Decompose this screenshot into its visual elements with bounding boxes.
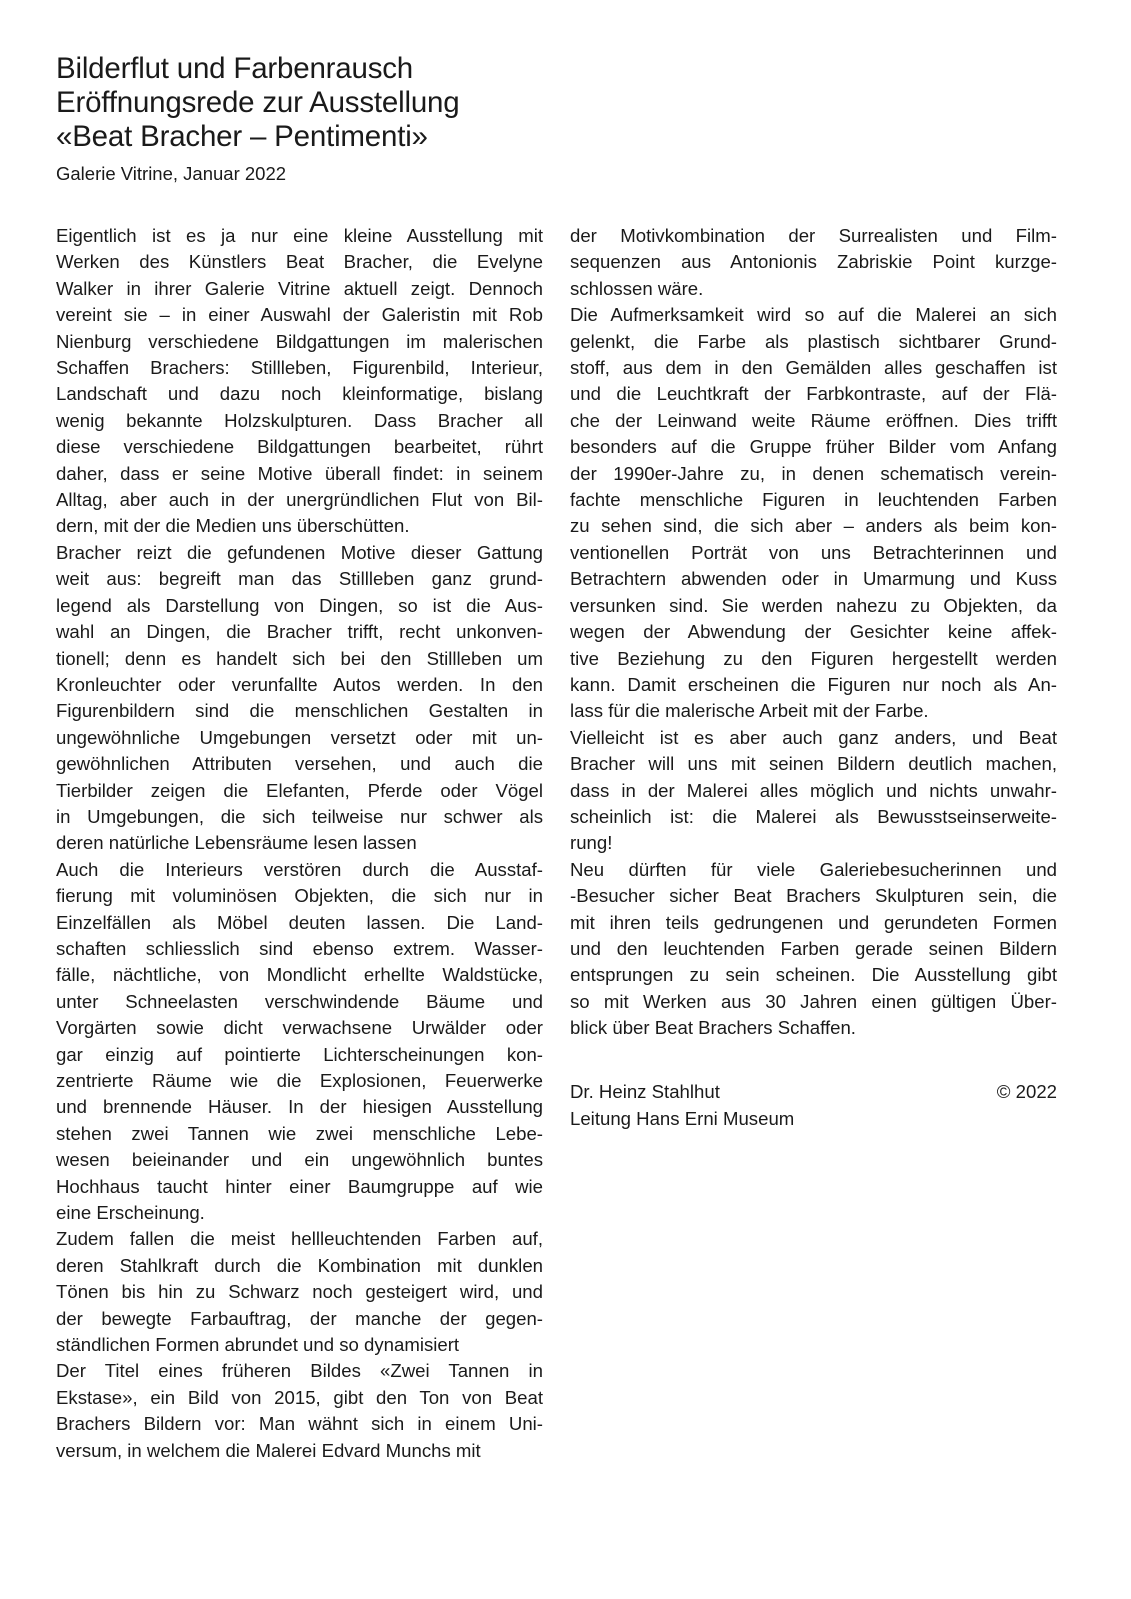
text-line: lass für die malerische Arbeit mit der Farbe. <box>570 700 929 722</box>
text-line: blick über Beat Brachers Schaffen. <box>570 1017 856 1039</box>
signature-block <box>570 1078 1057 1132</box>
title-line-3: «Beat Bracher – Pentimenti» <box>56 120 428 153</box>
text-line: rung! <box>570 832 613 854</box>
text-line: der Motivkombination der Surrealisten und Film- <box>570 225 1057 246</box>
text-line: wahl an Dingen, die Bracher trifft, recht unkonven- <box>56 621 543 643</box>
text-line: ventionellen Porträt von uns Betrachterinnen und <box>570 541 1057 563</box>
text-line: und brennende Häuser. In der hiesigen Ausstellung <box>56 1096 543 1118</box>
text-line: wenig bekannte Holzskulpturen. Dass Bracher all <box>56 409 543 431</box>
text-line: sequenzen aus Antonionis Zabriskie Point kurzge- <box>570 251 1057 273</box>
text-line: gar einzig auf pointierte Lichterscheinungen kon- <box>56 1043 543 1065</box>
text-line: fierung mit voluminösen Objekten, die sich nur in <box>56 885 543 907</box>
text-line: Bracher reizt die gefundenen Motive dieser Gattung <box>56 541 543 563</box>
text-line: Betrachtern abwenden oder in Umarmung und Kuss <box>570 568 1057 590</box>
text-line: dass in der Malerei alles möglich und nichts unwahr- <box>570 779 1057 801</box>
text-line: Schaffen Brachers: Stillleben, Figurenbild, Interieur, <box>56 357 543 379</box>
subtitle: Galerie Vitrine, Januar 2022 <box>56 163 287 184</box>
text-line: tionell; denn es handelt sich bei den Stillleben um <box>56 647 543 669</box>
text-line: legend als Darstellung von Dingen, so ist die Aus- <box>56 594 543 616</box>
author-name: Dr. Heinz Stahlhut <box>570 1081 720 1102</box>
text-line: Bracher will uns mit seinen Bildern deutlich machen, <box>570 753 1057 775</box>
text-line: Walker in ihrer Galerie Vitrine aktuell zeigt. Dennoch <box>56 277 543 299</box>
text-line: ständlichen Formen abrundet und so dynamisiert <box>56 1334 460 1356</box>
text-line: eine Erscheinung. <box>56 1202 205 1224</box>
text-line: zentrierte Räume wie die Explosionen, Feuerwerke <box>56 1070 543 1091</box>
title-line-2: Eröffnungsrede zur Ausstellung <box>56 86 460 119</box>
text-line: wesen beieinander und ein ungewöhnlich buntes <box>56 1149 543 1171</box>
text-line: kann. Damit erscheinen die Figuren nur noch als An- <box>570 673 1057 695</box>
text-line: schlossen wäre. <box>570 277 704 299</box>
text-line: Vorgärten sowie dicht verwachsene Urwälder oder <box>56 1017 543 1039</box>
text-line: der bewegte Farbauftrag, der manche der gegen- <box>56 1307 543 1329</box>
text-line: Vielleicht ist es aber auch ganz anders, und Beat <box>570 726 1057 748</box>
text-line: besonders auf die Gruppe früher Bilder vom Anfang <box>570 436 1057 458</box>
text-line: deren Stahlkraft durch die Kombination mit dunklen <box>56 1254 543 1276</box>
text-line: Kronleuchter oder verunfallte Autos werden. In den <box>56 673 543 695</box>
text-line: Alltag, aber auch in der unergründlichen Flut von Bil- <box>56 489 543 511</box>
text-line: Werken des Künstlers Beat Bracher, die Evelyne <box>56 251 543 273</box>
text-line: Figurenbildern sind die menschlichen Gestalten in <box>56 700 543 722</box>
text-line: ungewöhnliche Umgebungen versetzt oder mit un- <box>56 726 543 748</box>
text-line: Der Titel eines früheren Bildes «Zwei Tannen in <box>56 1360 543 1382</box>
text-line: unter Schneelasten verschwindende Bäume und <box>56 990 543 1012</box>
text-line: so mit Werken aus 30 Jahren einen gültigen Über- <box>570 990 1057 1012</box>
text-line: vereint sie – in einer Auswahl der Galeristin mit Rob <box>56 304 543 326</box>
text-line: Die Aufmerksamkeit wird so auf die Malerei an sich <box>570 304 1057 326</box>
text-line: mit ihren teils gedrungenen und gerundeten Formen <box>570 911 1057 933</box>
text-line: tive Beziehung zu den Figuren hergestellt werden <box>570 647 1057 669</box>
title-line-1: Bilderflut und Farbenrausch <box>56 52 413 85</box>
text-line: deren natürliche Lebensräume lesen lassen <box>56 832 417 854</box>
text-line: Ekstase», ein Bild von 2015, gibt den Ton von Beat <box>56 1386 543 1408</box>
document-header <box>56 52 616 186</box>
text-line: Auch die Interieurs verstören durch die Ausstaf- <box>56 858 543 880</box>
text-line: zu sehen sind, die sich aber – anders als beim kon- <box>570 515 1057 537</box>
text-line: in Umgebungen, die sich teilweise nur schwer als <box>56 805 543 827</box>
text-line: daher, dass er seine Motive überall findet: in seinem <box>56 462 543 484</box>
text-line: Brachers Bildern vor: Man wähnt sich in einem Uni- <box>56 1413 543 1435</box>
text-line: Tierbilder zeigen die Elefanten, Pferde oder Vögel <box>56 779 543 801</box>
text-line: dern, mit der die Medien uns überschütten. <box>56 515 410 537</box>
text-line: und den leuchtenden Farben gerade seinen Bildern <box>570 937 1057 959</box>
text-line: gelenkt, die Farbe als plastisch sichtbarer Grund- <box>570 330 1057 352</box>
text-line: fälle, nächtliche, von Mondlicht erhellte Waldstücke, <box>56 964 543 986</box>
text-line: Nienburg verschiedene Bildgattungen im malerischen <box>56 330 543 352</box>
text-line: fachte menschliche Figuren in leuchtenden Farben <box>570 489 1057 511</box>
text-column-left <box>56 223 543 1464</box>
text-line: Zudem fallen die meist hellleuchtenden Farben auf, <box>56 1228 543 1250</box>
text-line: stoff, aus dem in den Gemälden alles geschaffen ist <box>570 357 1057 379</box>
text-line: Eigentlich ist es ja nur eine kleine Ausstellung mit <box>56 225 543 246</box>
text-line: gewöhnlichen Attributen versehen, und auch die <box>56 753 543 775</box>
text-line: weit aus: begreift man das Stillleben ganz grund- <box>56 568 543 590</box>
text-line: und die Leuchtkraft der Farbkontraste, auf der Flä- <box>570 383 1057 405</box>
text-line: versum, in welchem die Malerei Edvard Munchs mit <box>56 1439 481 1461</box>
text-line: diese verschiedene Bildgattungen bearbeitet, rührt <box>56 436 543 458</box>
text-line: -Besucher sicher Beat Brachers Skulpturen sein, die <box>570 885 1057 907</box>
text-line: stehen zwei Tannen wie zwei menschliche Lebe- <box>56 1122 543 1144</box>
text-line: Einzelfällen als Möbel deuten lassen. Die Land- <box>56 911 543 933</box>
copyright-notice: © 2022 <box>996 1081 1057 1102</box>
text-column-right <box>570 223 1057 1042</box>
text-line: Landschaft und dazu noch kleinformatige, bislang <box>56 383 543 405</box>
text-line: entsprungen zu sein scheinen. Die Ausstellung gibt <box>570 964 1057 986</box>
text-line: Neu dürften für viele Galeriebesucherinnen und <box>570 858 1057 880</box>
text-line: Hochhaus taucht hinter einer Baumgruppe auf wie <box>56 1175 543 1197</box>
text-line: Tönen bis hin zu Schwarz noch gesteigert wird, und <box>56 1281 543 1303</box>
text-line: scheinlich ist: die Malerei als Bewusstseinserweite- <box>570 805 1057 827</box>
author-role: Leitung Hans Erni Museum <box>570 1108 795 1129</box>
text-line: che der Leinwand weite Räume eröffnen. Dies trifft <box>570 409 1057 431</box>
text-line: der 1990er-Jahre zu, in denen schematisch verein- <box>570 462 1057 484</box>
text-line: versunken sind. Sie werden nahezu zu Objekten, da <box>570 594 1057 616</box>
text-line: wegen der Abwendung der Gesichter keine affek- <box>570 621 1057 643</box>
text-line: schaften schliesslich sind ebenso extrem. Wasser- <box>56 937 543 959</box>
